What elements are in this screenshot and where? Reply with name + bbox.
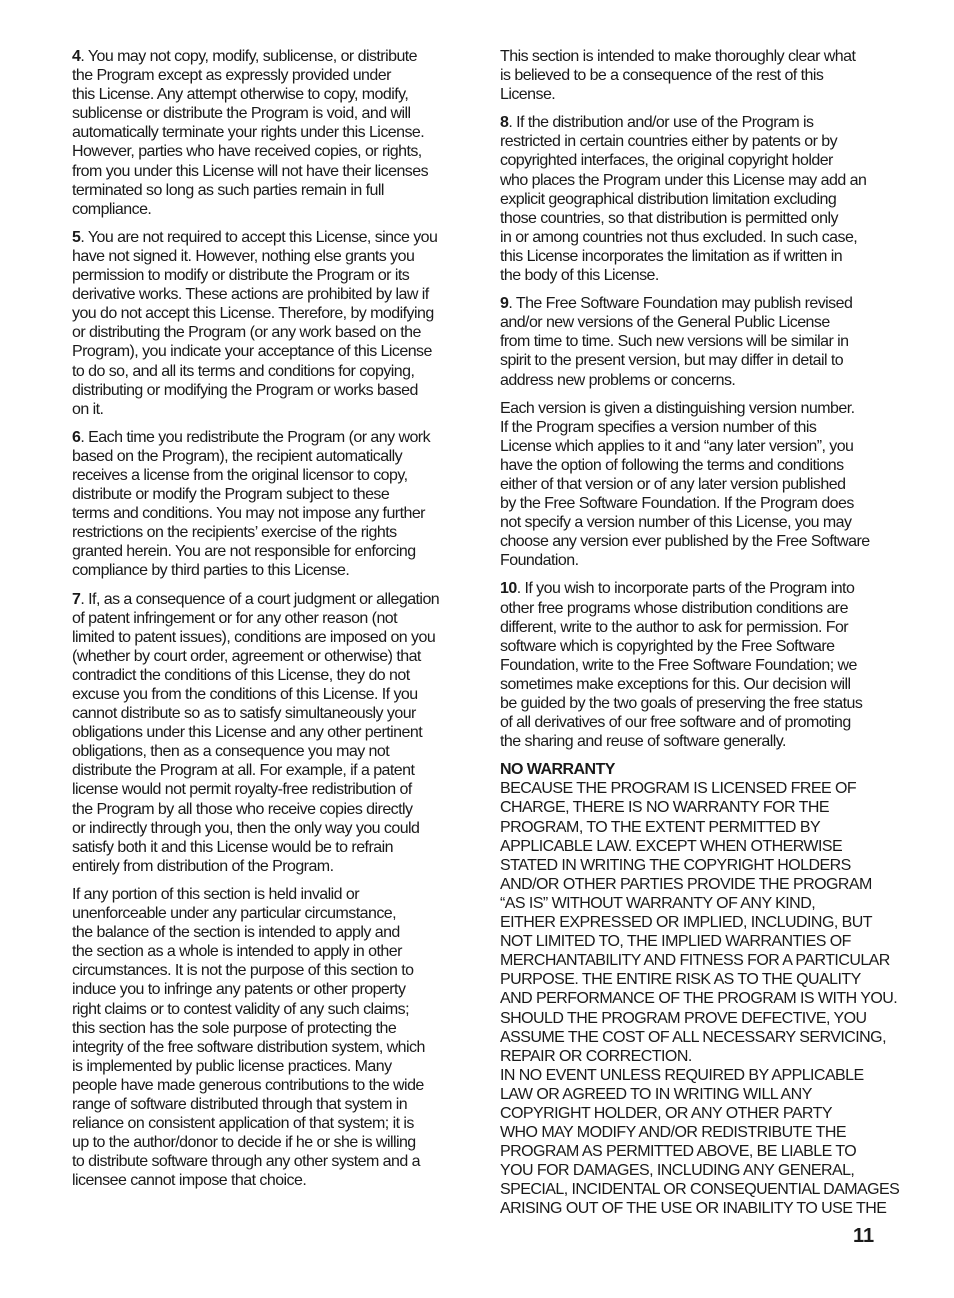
warranty-line: IN NO EVENT UNLESS REQUIRED BY APPLICABLE xyxy=(500,1066,864,1084)
paragraph xyxy=(72,228,455,419)
section-number: 5 xyxy=(72,228,81,246)
warranty-line: COPYRIGHT HOLDER, OR ANY OTHER PARTY xyxy=(500,1104,832,1122)
line-text: (whether by court order, agreement or otherwise) that xyxy=(72,647,421,665)
text-line xyxy=(500,456,883,475)
text-line xyxy=(72,780,455,799)
line-text: . If, as a consequence of a court judgment or allegation xyxy=(80,590,440,608)
text-line xyxy=(500,551,883,570)
warranty-line: PURPOSE. THE ENTIRE RISK AS TO THE QUALITY xyxy=(500,971,861,989)
line-text: copyrighted interfaces, the original copyright holder xyxy=(500,152,833,170)
line-text: restricted in certain countries either by patents or by xyxy=(500,133,838,151)
line-text: explicit geographical distribution limitation excluding xyxy=(500,190,837,208)
warranty-line: SPECIAL, INCIDENTAL OR CONSEQUENTIAL DAMAGES xyxy=(500,1181,900,1199)
text-line xyxy=(500,675,883,694)
text-line xyxy=(72,381,455,400)
line-text: distribute the Program at all. For example, if a patent xyxy=(72,762,415,780)
text-line xyxy=(72,1038,455,1057)
line-text: compliance. xyxy=(72,200,152,218)
text-line xyxy=(500,228,883,247)
line-text: from time to time. Such new versions will be similar in xyxy=(500,333,849,351)
warranty-line: SHOULD THE PROGRAM PROVE DEFECTIVE, YOU xyxy=(500,1009,867,1027)
text-line xyxy=(72,342,455,361)
paragraph xyxy=(500,47,883,104)
line-text: be guided by the two goals of preserving the free status xyxy=(500,695,863,712)
line-text: unenforceable under any particular circumstance, xyxy=(72,905,397,923)
text-line xyxy=(72,628,455,647)
text-line xyxy=(72,85,455,104)
text-line xyxy=(500,209,883,228)
line-text: is believed to be a consequence of the rest of this xyxy=(500,67,824,85)
line-text: integrity of the free software distribution system, which xyxy=(72,1038,425,1056)
text-line xyxy=(72,704,455,723)
text-line xyxy=(500,656,883,675)
line-text: of patent infringement or for any other reason (not xyxy=(72,609,398,627)
text-line xyxy=(72,685,455,704)
text-line xyxy=(72,47,455,66)
text-line xyxy=(72,590,455,609)
paragraph xyxy=(72,428,455,581)
text-line xyxy=(500,637,883,656)
text-line xyxy=(72,961,455,980)
text-line xyxy=(72,1133,455,1152)
line-text: licensee cannot impose that choice. xyxy=(72,1172,307,1190)
line-text: this License. Any attempt otherwise to copy, modify, xyxy=(72,86,409,104)
line-text: If the Program specifies a version number of this xyxy=(500,418,817,436)
text-line xyxy=(72,228,455,247)
line-text: the balance of the section is intended to apply and xyxy=(72,924,400,942)
section-number: 8 xyxy=(500,114,509,132)
text-line xyxy=(500,618,883,637)
text-line xyxy=(500,475,883,494)
paragraph xyxy=(500,399,883,571)
line-text: entirely from distribution of the Program. xyxy=(72,857,334,875)
text-line xyxy=(72,400,455,419)
text-line xyxy=(500,332,883,351)
text-line xyxy=(500,85,883,104)
text-line xyxy=(72,362,455,381)
text-line xyxy=(72,904,455,923)
line-text: compliance by third parties to this License. xyxy=(72,562,350,580)
line-text: contradict the conditions of this License, they do not xyxy=(72,666,410,684)
line-text: sublicense or distribute the Program is void, and will xyxy=(72,105,411,123)
line-text: range of software distributed through that system in xyxy=(72,1095,408,1113)
text-line xyxy=(500,579,883,598)
line-text: you do not accept this License. Therefore, by modifying xyxy=(72,305,434,323)
text-line xyxy=(500,732,883,751)
line-text: granted herein. You are not responsible for enforcing xyxy=(72,543,416,561)
text-line xyxy=(72,323,455,342)
text-line xyxy=(72,142,455,161)
text-line xyxy=(72,162,455,181)
text-line xyxy=(72,800,455,819)
line-text: by the Free Software Foundation. If the Program does xyxy=(500,495,854,513)
paragraph xyxy=(72,47,455,219)
line-text: have the option of following the terms and conditions xyxy=(500,456,844,474)
line-text: Each version is given a distinguishing version number. xyxy=(500,399,855,417)
text-line xyxy=(72,447,455,466)
warranty-line: “AS IS” WITHOUT WARRANTY OF ANY KIND, xyxy=(500,894,816,912)
line-text: spirit to the present version, but may differ in detail to xyxy=(500,352,844,370)
line-text: derivative works. These actions are prohibited by law if xyxy=(72,286,429,304)
text-line xyxy=(500,266,883,285)
text-line xyxy=(72,504,455,523)
line-text: right claims or to contest validity of any such claims; xyxy=(72,1000,410,1018)
line-text: restrictions on the recipients’ exercise of the rights xyxy=(72,524,397,542)
line-text: satisfy both it and this License would be to refrain xyxy=(72,838,393,856)
paragraph xyxy=(500,113,883,285)
line-text: in or among countries not thus excluded. In such case, xyxy=(500,228,858,246)
text-line xyxy=(72,542,455,561)
warranty-line: CHARGE, THERE IS NO WARRANTY FOR THE xyxy=(500,799,829,817)
text-line xyxy=(72,247,455,266)
text-line xyxy=(72,742,455,761)
line-text: cannot distribute so as to satisfy simultaneously your xyxy=(72,705,416,723)
paragraph xyxy=(500,294,883,389)
line-text: people have made generous contributions to the wide xyxy=(72,1076,424,1094)
line-text: obligations under this License and any other pertinent xyxy=(72,724,423,742)
line-text: the body of this License. xyxy=(500,267,659,285)
text-line xyxy=(500,151,883,170)
text-line xyxy=(72,485,455,504)
line-text: license would not permit royalty-free redistribution of xyxy=(72,781,412,799)
line-text: circumstances. It is not the purpose of this section to xyxy=(72,962,414,980)
text-line xyxy=(72,761,455,780)
line-text: either of that version or of any later version published xyxy=(500,475,846,493)
text-line xyxy=(500,713,883,732)
line-text: other free programs whose distribution conditions are xyxy=(500,599,848,617)
line-text: License which applies to it and “any later version”, you xyxy=(500,437,854,455)
text-line xyxy=(72,123,455,142)
text-line xyxy=(500,313,883,332)
right-column xyxy=(500,47,900,1228)
line-text: and/or new versions of the General Public License xyxy=(500,314,830,332)
text-line xyxy=(72,1171,455,1190)
line-text: obligations, then as a consequence you may not xyxy=(72,743,390,761)
text-line xyxy=(72,1114,455,1133)
text-line xyxy=(500,294,883,313)
warranty-line: REPAIR OR CORRECTION. xyxy=(500,1047,692,1065)
warranty-line: PROGRAM, TO THE EXTENT PERMITTED BY xyxy=(500,818,821,836)
line-text: the sharing and reuse of software generally. xyxy=(500,733,786,751)
line-text: to do so, and all its terms and conditions for copying, xyxy=(72,362,415,380)
warranty-line: BECAUSE THE PROGRAM IS LICENSED FREE OF xyxy=(500,780,857,798)
paragraph xyxy=(72,885,455,1191)
right-column-paragraphs xyxy=(500,47,883,751)
line-text: who places the Program under this License may add an xyxy=(500,171,867,189)
text-line xyxy=(500,113,883,132)
line-text: on it. xyxy=(72,400,104,418)
warranty-line: LAW OR AGREED TO IN WRITING WILL ANY xyxy=(500,1085,812,1103)
warranty-line: APPLICABLE LAW. EXCEPT WHEN OTHERWISE xyxy=(500,837,843,855)
line-text: terminated so long as such parties remain in full xyxy=(72,181,384,199)
line-text: have not signed it. However, nothing else grants you xyxy=(72,247,415,265)
text-line xyxy=(72,609,455,628)
text-line xyxy=(72,285,455,304)
line-text: or indirectly through you, then the only way you could xyxy=(72,819,420,837)
text-line xyxy=(500,351,883,370)
line-text: . If the distribution and/or use of the Program is xyxy=(508,114,814,132)
text-line xyxy=(72,561,455,580)
text-line xyxy=(72,1152,455,1171)
text-line xyxy=(500,371,883,390)
text-line xyxy=(72,1000,455,1019)
line-text: If any portion of this section is held invalid or xyxy=(72,885,359,903)
text-line xyxy=(500,66,883,85)
line-text: . You are not required to accept this License, since you xyxy=(80,228,438,246)
no-warranty-section xyxy=(500,760,900,1218)
warranty-line: STATED IN WRITING THE COPYRIGHT HOLDERS xyxy=(500,856,851,874)
line-text: License. xyxy=(500,86,556,104)
line-text: . The Free Software Foundation may publish revised xyxy=(508,295,853,313)
warranty-line: AND/OR OTHER PARTIES PROVIDE THE PROGRAM xyxy=(500,875,872,893)
line-text: those countries, so that distribution is permitted only xyxy=(500,209,838,227)
text-line xyxy=(72,1095,455,1114)
line-text: . Each time you redistribute the Program (or any work xyxy=(80,428,431,446)
text-line xyxy=(500,47,883,66)
line-text: This section is intended to make thoroughly clear what xyxy=(500,48,856,65)
section-number: 4 xyxy=(72,48,81,65)
warranty-line: AND PERFORMANCE OF THE PROGRAM IS WITH YOU. xyxy=(500,990,898,1008)
line-text: receives a license from the original licensor to copy, xyxy=(72,466,408,484)
warranty-line: ARISING OUT OF THE USE OR INABILITY TO USE THE xyxy=(500,1200,887,1218)
text-line xyxy=(72,200,455,219)
text-line xyxy=(72,885,455,904)
line-text: permission to modify or distribute the Program or its xyxy=(72,267,410,285)
no-warranty-body xyxy=(500,779,900,1218)
line-text: automatically terminate your rights under this License. xyxy=(72,124,425,142)
text-line xyxy=(72,428,455,447)
text-line xyxy=(500,247,883,266)
line-text: the Program except as expressly provided under xyxy=(72,67,391,85)
line-text: address new problems or concerns. xyxy=(500,371,736,389)
text-line xyxy=(72,723,455,742)
line-text: However, parties who have received copies, or rights, xyxy=(72,143,422,161)
line-text: excuse you from the conditions of this License. If you xyxy=(72,686,418,703)
section-number: 7 xyxy=(72,590,81,608)
text-line xyxy=(72,466,455,485)
text-line xyxy=(72,266,455,285)
warranty-line: MERCHANTABILITY AND FITNESS FOR A PARTICULAR xyxy=(500,952,890,970)
text-line xyxy=(72,647,455,666)
text-line xyxy=(72,1076,455,1095)
line-text: Program), you indicate your acceptance of this License xyxy=(72,343,432,361)
warranty-line: WHO MAY MODIFY AND/OR REDISTRIBUTE THE xyxy=(500,1124,846,1142)
text-line xyxy=(500,532,883,551)
line-text: to distribute software through any other system and a xyxy=(72,1153,420,1171)
text-line xyxy=(500,171,883,190)
line-text: terms and conditions. You may not impose any further xyxy=(72,505,425,523)
line-text: sometimes make exceptions for this. Our decision will xyxy=(500,675,851,693)
line-text: induce you to infringe any patents or other property xyxy=(72,981,406,999)
section-number: 9 xyxy=(500,295,509,313)
text-line xyxy=(500,399,883,418)
text-line xyxy=(72,1019,455,1038)
paragraph xyxy=(500,579,883,751)
line-text: different, write to the author to ask for permission. For xyxy=(500,618,849,636)
line-text: . You may not copy, modify, sublicense, or distribute xyxy=(80,48,418,65)
line-text: distribute or modify the Program subject to these xyxy=(72,486,390,504)
line-text: Foundation, write to the Free Software Foundation; we xyxy=(500,656,857,674)
text-line xyxy=(72,942,455,961)
text-line xyxy=(500,437,883,456)
line-text: limited to patent issues), conditions are imposed on you xyxy=(72,628,436,646)
text-line xyxy=(500,494,883,513)
line-text: based on the Program), the recipient automatically xyxy=(72,447,403,465)
line-text: this section has the sole purpose of protecting the xyxy=(72,1019,397,1037)
page-number: 11 xyxy=(853,1225,875,1247)
line-text: from you under this License will not have their licenses xyxy=(72,162,429,180)
line-text: distributing or modifying the Program or works based xyxy=(72,381,418,399)
text-line xyxy=(72,666,455,685)
section-number: 6 xyxy=(72,428,81,446)
warranty-line: NOT LIMITED TO, THE IMPLIED WARRANTIES OF xyxy=(500,933,851,951)
text-line xyxy=(72,304,455,323)
text-line xyxy=(500,694,883,713)
text-line xyxy=(500,599,883,618)
text-line xyxy=(72,66,455,85)
warranty-line: ASSUME THE COST OF ALL NECESSARY SERVICING, xyxy=(500,1028,886,1046)
text-line xyxy=(500,190,883,209)
line-text: software which is copyrighted by the Free Software xyxy=(500,637,835,655)
text-line xyxy=(72,838,455,857)
text-line xyxy=(72,1057,455,1076)
paragraph xyxy=(72,590,455,876)
warranty-line: PROGRAM AS PERMITTED ABOVE, BE LIABLE TO xyxy=(500,1143,857,1161)
text-line xyxy=(500,132,883,151)
line-text: of all derivatives of our free software and of promoting xyxy=(500,714,851,732)
line-text: not specify a version number of this License, you may xyxy=(500,514,852,532)
line-text: up to the author/donor to decide if he or she is willing xyxy=(72,1134,416,1152)
left-column xyxy=(72,47,455,1199)
line-text: the section as a whole is intended to apply in other xyxy=(72,943,402,961)
text-line xyxy=(72,104,455,123)
text-line xyxy=(500,513,883,532)
line-text: reliance on consistent application of that system; it is xyxy=(72,1115,414,1133)
text-line xyxy=(72,923,455,942)
text-line xyxy=(72,819,455,838)
line-text: or distributing the Program (or any work based on the xyxy=(72,324,421,342)
section-number: 10 xyxy=(500,580,517,598)
warranty-line: YOU FOR DAMAGES, INCLUDING ANY GENERAL, xyxy=(500,1162,855,1180)
line-text: . If you wish to incorporate parts of the Program into xyxy=(516,580,855,598)
text-line xyxy=(72,980,455,999)
line-text: the Program by all those who receive copies directly xyxy=(72,800,413,818)
text-line xyxy=(72,181,455,200)
no-warranty-heading: NO WARRANTY xyxy=(500,761,615,779)
text-line xyxy=(72,523,455,542)
line-text: choose any version ever published by the Free Software xyxy=(500,533,870,551)
line-text: this License incorporates the limitation as if written in xyxy=(500,247,843,265)
warranty-line: EITHER EXPRESSED OR IMPLIED, INCLUDING, BUT xyxy=(500,914,872,932)
line-text: is implemented by public license practices. Many xyxy=(72,1057,392,1075)
line-text: Foundation. xyxy=(500,552,579,570)
text-line xyxy=(500,418,883,437)
text-line xyxy=(72,857,455,876)
